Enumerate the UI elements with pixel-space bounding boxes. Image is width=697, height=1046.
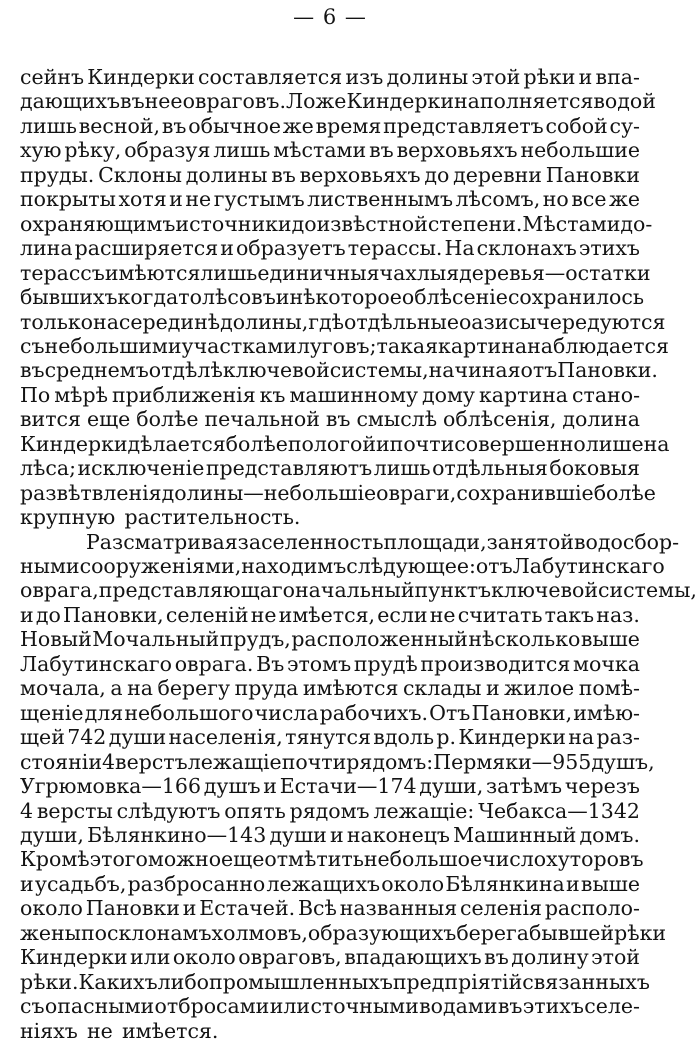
word: рѣки. (20, 969, 79, 994)
word: и (20, 871, 34, 896)
word: овраговъ, (238, 945, 342, 970)
word: нѣкоторое (289, 285, 402, 310)
word: слѣдующее: (346, 554, 476, 578)
word: занятой (486, 529, 574, 554)
word: начальный (295, 578, 415, 603)
word: выше (580, 627, 640, 652)
word: и (376, 431, 390, 456)
word: же (609, 187, 640, 212)
word: стояніи (20, 749, 102, 774)
word: дающихъ (20, 89, 121, 114)
word: къ (259, 382, 286, 407)
word: рѣки (523, 65, 576, 89)
word: до- (620, 211, 653, 236)
word: Естачи—174 (279, 774, 417, 799)
word: не (185, 187, 212, 212)
word: въ (120, 89, 145, 114)
word: покрыты (20, 187, 116, 212)
word: приближенія (112, 382, 256, 407)
word: связанныхъ (522, 969, 650, 994)
word: верстъ (115, 749, 188, 774)
word: селенія (460, 896, 542, 921)
word: и (220, 236, 234, 261)
word: картина (438, 333, 528, 358)
word: охраняющимъ (20, 211, 176, 236)
word: отбросами (154, 994, 270, 1019)
word: лежащіе: (373, 798, 475, 823)
word: склады (402, 676, 482, 701)
word: рядомъ (289, 798, 370, 823)
word: рѣку, (64, 138, 122, 163)
word: селе- (584, 994, 640, 1019)
word: Лабутинскаго (20, 651, 172, 676)
word: имѣется, (278, 602, 376, 627)
word: и (578, 65, 593, 89)
word: извѣстной (316, 211, 428, 236)
word: либо (157, 969, 210, 994)
word: считать (457, 602, 543, 627)
word: почти (281, 749, 347, 774)
word: опасными (44, 994, 155, 1019)
word: сооруженіями, (79, 554, 242, 578)
word: то (178, 285, 202, 310)
word: представляютъ (205, 456, 373, 481)
word: имѣются (104, 260, 201, 285)
word: Киндерки (20, 431, 128, 456)
word: хуторовъ (546, 847, 644, 872)
word: овраговъ. (182, 89, 286, 114)
word: пунктъ (414, 578, 492, 603)
word: имѣются (302, 676, 399, 701)
word: По (20, 382, 51, 407)
word: Киндерки (20, 945, 128, 970)
word: не (429, 602, 456, 627)
word: чахлыя (379, 260, 460, 285)
word: холмовъ, (211, 920, 308, 945)
word: раз- (596, 725, 640, 750)
word: лишена (585, 431, 670, 456)
word: время (315, 113, 382, 138)
word: ніяхъ (20, 1018, 78, 1043)
word: крупную (20, 505, 116, 530)
word: Пановки (545, 162, 640, 187)
word: ключевой (491, 578, 599, 603)
word: Пановки, (471, 700, 573, 725)
word: въ (20, 358, 45, 383)
word: имѣется. (122, 1018, 219, 1043)
word: Машинный (453, 822, 577, 847)
word: бывшихъ (20, 285, 118, 310)
word: машинному (289, 382, 419, 407)
word: небольшими (44, 333, 182, 358)
word: въ (325, 407, 351, 432)
word: 742 (67, 725, 107, 750)
word: Естачей. (199, 896, 296, 921)
word: системы, (598, 578, 697, 603)
word: Мочальный (92, 627, 220, 652)
word: верховьяхъ (396, 138, 518, 163)
word: дѣлается (127, 431, 226, 456)
word: затѣмъ (485, 774, 563, 799)
word: имѣю- (573, 700, 640, 725)
word: пруда (234, 676, 299, 701)
word: участками (181, 333, 297, 358)
word: тянутся (285, 725, 371, 750)
word: наз. (596, 602, 640, 627)
word: площади, (383, 529, 487, 554)
word: такая (376, 333, 439, 358)
word: въ (484, 945, 509, 970)
word: наконецъ (346, 822, 450, 847)
word: долины—небольшіе (161, 480, 377, 505)
word: наполняется (453, 89, 594, 114)
word: и (182, 896, 197, 921)
word: Киндерки (346, 89, 454, 114)
word: лишь (213, 138, 271, 163)
word: рабочихъ. (319, 700, 429, 725)
word: Лабутинскаго (512, 554, 665, 578)
word: облѣсенія, (443, 407, 557, 432)
word: болѣе (225, 431, 288, 456)
word: образующихъ (307, 920, 457, 945)
word: терассы. (347, 236, 443, 261)
word: болѣе (593, 480, 656, 505)
word: наблюдается (527, 333, 669, 358)
word: отдѣльныя (432, 456, 548, 481)
word: почти (389, 431, 455, 456)
word: сточными (310, 994, 419, 1019)
word: на (93, 309, 119, 334)
word: черезъ (564, 774, 640, 799)
word: деревья—остатки (459, 260, 651, 285)
word: въ (161, 113, 187, 138)
word: су- (609, 113, 640, 138)
word: деревни (453, 162, 542, 187)
word: долины, (220, 309, 309, 334)
word: оврага. (174, 651, 254, 676)
word: терассъ (20, 260, 105, 285)
word: около (20, 896, 83, 921)
word: около (172, 945, 236, 970)
word: и (263, 774, 277, 799)
word: выше (580, 871, 640, 896)
word: смыслѣ (356, 407, 438, 432)
word: и (20, 602, 34, 627)
word: помѣ- (578, 676, 640, 701)
word: источники (175, 211, 292, 236)
word: такъ (544, 602, 595, 627)
word: отдѣльные (344, 309, 459, 334)
word: чередуются (536, 309, 666, 334)
word: На (444, 236, 475, 261)
word: мочала, (20, 676, 106, 701)
word: и (330, 822, 344, 847)
word: стано- (572, 382, 640, 407)
word: когда (117, 285, 179, 310)
word: предпріятій (392, 969, 523, 994)
word: только (20, 309, 94, 334)
word: и (485, 676, 500, 701)
word: усадьбъ, (34, 871, 127, 896)
word: души, (419, 774, 484, 799)
word: гдѣ (308, 309, 344, 334)
word: растительность. (124, 505, 301, 530)
word: долины (185, 162, 268, 187)
word: единичныя (257, 260, 380, 285)
word: располо- (544, 896, 640, 921)
word: лина (20, 236, 73, 261)
word: долины (386, 65, 469, 89)
word: бывшей (529, 920, 615, 945)
word: щей (20, 725, 65, 750)
word: Ложе (285, 89, 347, 114)
word: жилое (504, 676, 575, 701)
word: Пановки, (63, 602, 164, 627)
word: сейнъ (20, 65, 84, 89)
word: пологой (287, 431, 376, 456)
word: печальной (204, 407, 320, 432)
word: берегу (157, 676, 231, 701)
word: для (84, 700, 124, 725)
word: болѣе (136, 407, 199, 432)
word: домъ. (579, 822, 640, 847)
word: или (269, 994, 311, 1019)
word: этихъ (522, 994, 584, 1019)
word: въ (497, 994, 523, 1019)
word: жены (20, 920, 81, 945)
word: развѣтвленія (20, 480, 162, 505)
word: отъ (475, 554, 513, 578)
word: ключевой (222, 358, 330, 383)
word: Киндерки (87, 65, 195, 89)
word: картина (478, 382, 569, 407)
word: среднемъ (44, 358, 149, 383)
word: этомъ (286, 651, 352, 676)
word: дому (422, 382, 475, 407)
word: Новый (20, 627, 92, 652)
word: или (130, 945, 171, 970)
word: Чебакса—1342 (478, 798, 640, 823)
word: образуя (124, 138, 211, 163)
word: рѣки (614, 920, 667, 945)
word: обычное (188, 113, 281, 138)
word: вится (20, 407, 81, 432)
word: собой (545, 113, 608, 138)
word: слѣдуютъ (116, 798, 221, 823)
word: лиственнымъ (307, 187, 453, 212)
word: не (250, 602, 277, 627)
word: Всѣ (297, 896, 337, 921)
word: еще (86, 407, 131, 432)
word: весной, (78, 113, 161, 138)
word: лишь (200, 260, 258, 285)
word: Пановки (85, 896, 180, 921)
word: селеній (165, 602, 249, 627)
word: Мѣстами (522, 211, 621, 236)
word: на (568, 725, 595, 750)
word: мѣстами (273, 138, 367, 163)
word: совершенно (454, 431, 586, 456)
word: отдѣлѣ (148, 358, 223, 383)
word: Пермяки—955 (433, 749, 592, 774)
word: души, (20, 822, 84, 847)
word: сохранившіе (456, 480, 594, 505)
word: отмѣтить (264, 847, 364, 872)
word: а (110, 676, 123, 701)
word: хую (20, 138, 62, 163)
word: Киндерки (458, 725, 566, 750)
word: находимъ (241, 554, 347, 578)
word: по (80, 920, 107, 945)
word: изъ (345, 65, 384, 89)
word: Въ (256, 651, 285, 676)
word: долина (562, 407, 640, 432)
word: отъ (520, 358, 558, 383)
word: овраги, (376, 480, 457, 505)
word: хотя (118, 187, 167, 212)
word: водой (593, 89, 656, 114)
word: на (127, 676, 154, 701)
word: души (108, 725, 167, 750)
word: Бѣлянкина (445, 871, 565, 896)
word: представляющаго (98, 578, 296, 603)
word: небольшое (363, 847, 483, 872)
word: Отъ (429, 700, 471, 725)
word: серединѣ (118, 309, 221, 334)
word: лежащіе (187, 749, 282, 774)
word: начиная (428, 358, 521, 383)
word: можно (147, 847, 222, 872)
word: системы, (329, 358, 429, 383)
word: составляется (197, 65, 343, 89)
word: еще (221, 847, 265, 872)
word: съ (20, 333, 45, 358)
word: луговъ; (296, 333, 377, 358)
word: прудѣ (353, 651, 418, 676)
word: облѣсеніе (401, 285, 508, 310)
word: населенія, (168, 725, 283, 750)
word: нее (144, 89, 183, 114)
word: до (291, 211, 317, 236)
word: заселенность (237, 529, 384, 554)
word: и (275, 285, 290, 310)
word: этого (89, 847, 148, 872)
word: Какихъ (78, 969, 158, 994)
word: степени. (427, 211, 523, 236)
word: впадающихъ (344, 945, 482, 970)
word: этой (471, 65, 521, 89)
word: небольшого (124, 700, 254, 725)
word: душъ, (591, 749, 655, 774)
word: же (282, 113, 314, 138)
word: и (566, 871, 580, 896)
word: лѣсовъ (201, 285, 276, 310)
word: до (424, 162, 450, 187)
word: водосбор- (573, 529, 680, 554)
word: пруды. (20, 162, 95, 187)
word: опять (224, 798, 286, 823)
word: долину (511, 945, 589, 970)
word: Пановки. (557, 358, 658, 383)
word: берега (456, 920, 530, 945)
word: расположенный (291, 627, 468, 652)
word: склонамъ (107, 920, 212, 945)
word: рядомъ: (346, 749, 434, 774)
word: впа- (595, 65, 640, 89)
word: Бѣлянкино—143 (87, 822, 267, 847)
word: склонахъ (476, 236, 577, 261)
word: прудъ, (219, 627, 291, 652)
word: мочка (573, 651, 640, 676)
word: но (542, 187, 569, 212)
word: 4 (20, 798, 34, 823)
word: лежащихъ (266, 871, 381, 896)
word: въ (369, 138, 394, 163)
text-line (20, 1016, 640, 1046)
word: числа (254, 700, 319, 725)
word: все (571, 187, 607, 212)
word: щеніе (20, 700, 84, 725)
word: вдоль (373, 725, 434, 750)
word: представляетъ (383, 113, 544, 138)
word: ными (20, 554, 80, 578)
word: сохранилось (507, 285, 645, 310)
word: небольшие (520, 138, 640, 163)
word: Угрюмовка—166 (20, 774, 202, 799)
word: мѣрѣ (54, 382, 109, 407)
word: съ (20, 994, 45, 1019)
word: боковыя (549, 456, 640, 481)
word: Склоны (98, 162, 182, 187)
word: до (35, 602, 61, 627)
word: водами (419, 994, 498, 1019)
word: версты (36, 798, 113, 823)
word: названныя (339, 896, 458, 921)
page-number: — 6 — (293, 5, 367, 29)
word: исключеніе (77, 456, 205, 481)
word: густымъ (213, 187, 305, 212)
word: души (269, 822, 327, 847)
word: лѣсомъ, (455, 187, 541, 212)
word: 4 (101, 749, 116, 774)
word: Кромѣ (20, 847, 90, 872)
word: образуетъ (235, 236, 346, 261)
word: лѣса; (20, 456, 76, 481)
word: число (482, 847, 547, 872)
word: душъ (203, 774, 261, 799)
word: этой (591, 945, 640, 970)
word: лишь (373, 456, 431, 481)
word: и (169, 187, 183, 212)
word: верховьяхъ (299, 162, 421, 187)
word: не (86, 1018, 113, 1043)
word: если (377, 602, 428, 627)
word: расширяется (74, 236, 219, 261)
word: р. (436, 725, 456, 750)
word: около (381, 871, 445, 896)
word: этихъ (578, 236, 640, 261)
word: разбросанно (127, 871, 266, 896)
word: Разсматривая (86, 529, 238, 554)
word: въ (271, 162, 296, 187)
word: промышленныхъ (209, 969, 393, 994)
word: оазисы (458, 309, 537, 334)
word: оврага, (20, 578, 99, 603)
word: производится (420, 651, 571, 676)
word: лишь (20, 113, 77, 138)
word: нѣсколько (468, 627, 581, 652)
